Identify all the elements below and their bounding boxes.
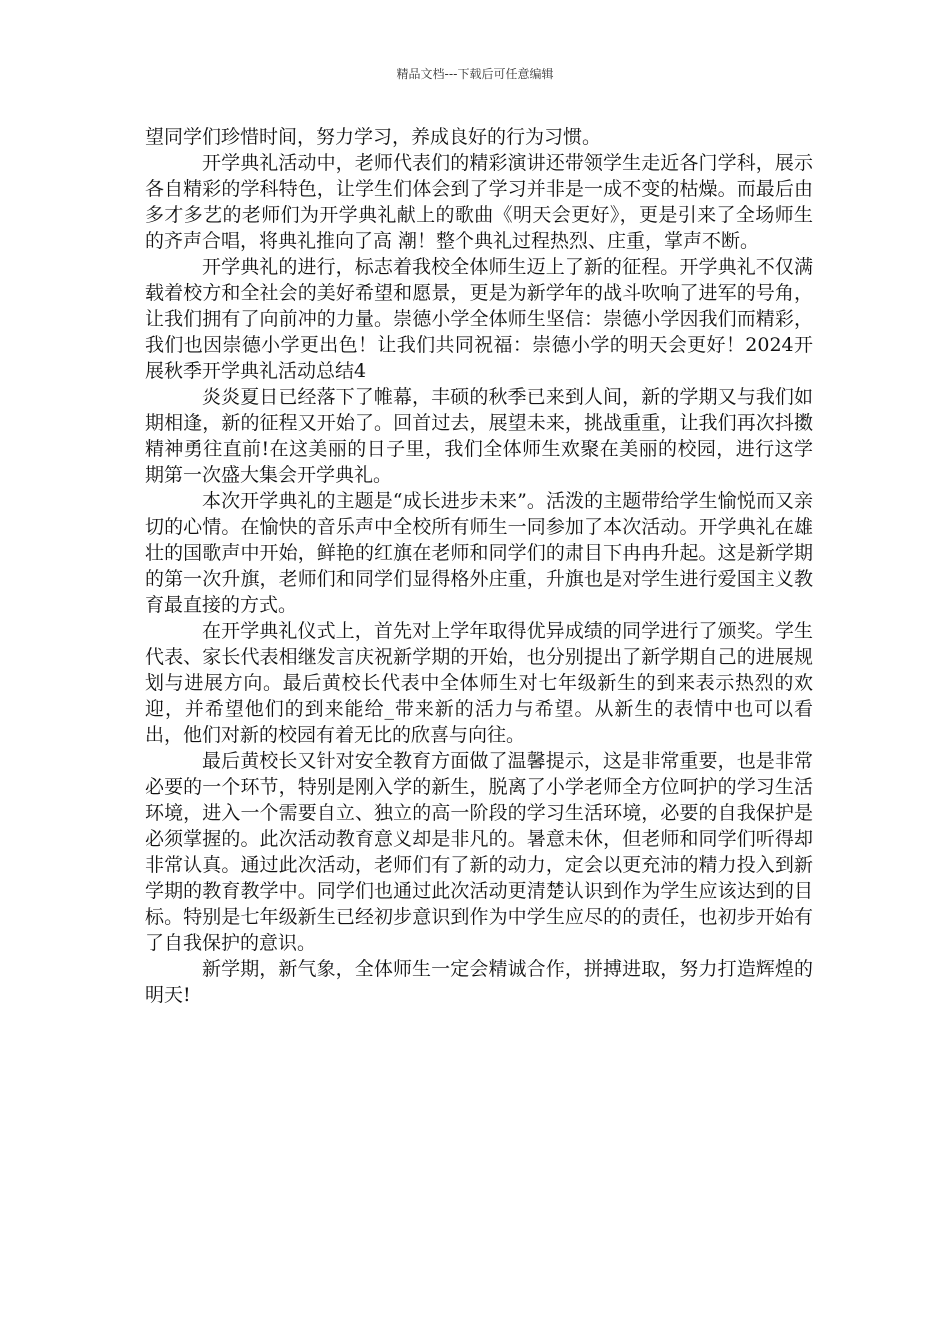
paragraph-2: 开学典礼活动中，老师代表们的精彩演讲还带领学生走近各门学科，展示各自精彩的学科特色，让学生们体会到了学习并非是一成不变的枯燥。而最后由多才多艺的老师们为开学典礼献上的歌曲《明天会更好》，更是引来了全场师生的齐声合唱，将典礼推向了高 潮！整个典礼过程热烈、庄重，掌声不断。 bbox=[145, 152, 813, 252]
paragraph-5: 本次开学典礼的主题是“成长进步未来”。活泼的主题带给学生愉悦而又亲切的心情。在愉快的音乐声中全校所有师生一同参加了本次活动。开学典礼在雄壮的国歌声中开始，鲜艳的红旗在老师和同学们的肃目下冉冉升起。这是新学期的第一次升旗，老师们和同学们显得格外庄重，升旗也是对学生进行爱国主义教育最直接的方式。 bbox=[145, 490, 813, 616]
paragraph-1: 望同学们珍惜时间，努力学习，养成良好的行为习惯。 bbox=[145, 126, 602, 148]
document-body bbox=[145, 124, 813, 1008]
paragraph-4: 炎炎夏日已经落下了帷幕，丰硕的秋季已来到人间，新的学期又与我们如期相逢，新的征程又开始了。回首过去，展望未来，挑战重重，让我们再次抖擞精神勇往直前!在这美丽的日子里，我们全体师生欢聚在美丽的校园，进行这学期第一次盛大集会开学典礼。 bbox=[145, 386, 813, 486]
paragraph-6: 在开学典礼仪式上，首先对上学年取得优异成绩的同学进行了颁奖。学生代表、家长代表相继发言庆祝新学期的开始，也分别提出了新学期自己的进展规划与进展方向。最后黄校长代表中全体师生对七年级新生的到来表示热烈的欢迎，并希望他们的到来能给_带来新的活力与希望。从新生的表情中也可以看出，他们对新的校园有着无比的欣喜与向往。 bbox=[145, 620, 813, 746]
paragraph-7: 最后黄校长又针对安全教育方面做了温馨提示，这是非常重要，也是非常必要的一个环节，特别是刚入学的新生，脱离了小学老师全方位呵护的学习生活环境，进入一个需要自立、独立的高一阶段的学习生活环境，必要的自我保护是必须掌握的。此次活动教育意义却是非凡的。暑意未休，但老师和同学们听得却非常认真。通过此次活动，老师们有了新的动力，定会以更充沛的精力投入到新学期的教育教学中。同学们也通过此次活动更清楚认识到作为学生应该达到的目标。特别是七年级新生已经初步意识到作为中学生应尽的的责任，也初步开始有了自我保护的意识。 bbox=[145, 750, 813, 954]
page-header: 精品文档---下载后可任意编辑 bbox=[396, 67, 554, 81]
paragraph-8: 新学期，新气象，全体师生一定会精诚合作，拼搏进取，努力打造辉煌的明天! bbox=[145, 958, 813, 1006]
paragraph-3: 开学典礼的进行，标志着我校全体师生迈上了新的征程。开学典礼不仅满载着校方和全社会的美好希望和愿景，更是为新学年的战斗吹响了进军的号角，让我们拥有了向前冲的力量。崇德小学全体师生坚信：崇德小学因我们而精彩，我们也因崇德小学更出色！让我们共同祝福：崇德小学的明天会更好！2024开展秋季开学典礼活动总结4 bbox=[145, 256, 813, 382]
